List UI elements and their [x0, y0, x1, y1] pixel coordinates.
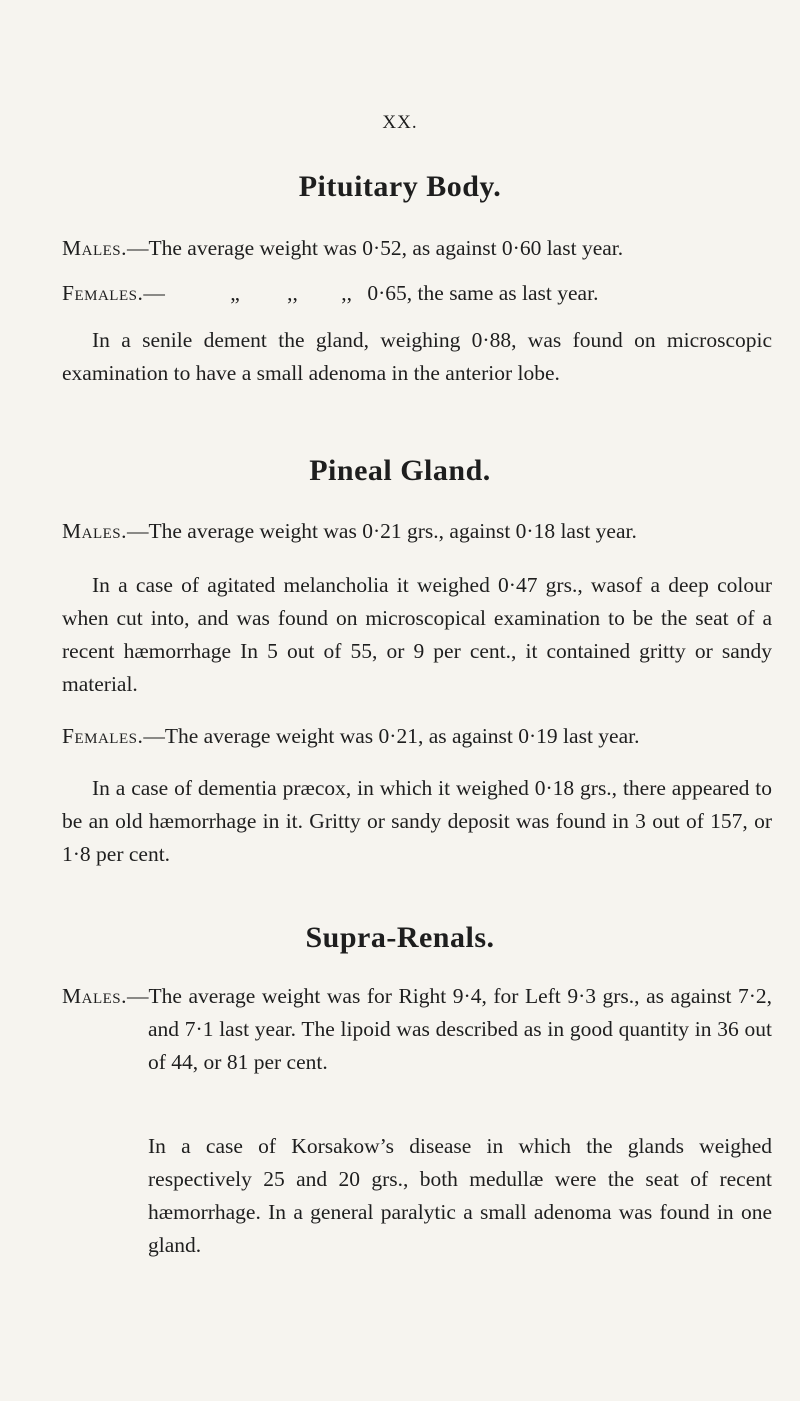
pineal-males-label: Males.	[62, 519, 127, 543]
pineal-males-text: —The average weight was 0·21 grs., against 0·18 last year.	[127, 519, 637, 543]
supra-renals-paragraph-1: In a case of Korsakow’s disease in which the glands weighed respectively 25 and 20 grs., both medullæ were the seat of recent hæmorrhage. In a general paralytic a small adenoma was found in one gland.	[148, 1134, 772, 1257]
pituitary-ditto-1: „	[230, 281, 240, 305]
pineal-females-text: —The average weight was 0·21, as against 0·19 last year.	[143, 724, 640, 748]
pineal-males-paragraph	[62, 515, 772, 548]
pineal-paragraph-1: In a case of agitated melancholia it weighed 0·47 grs., wasof a deep colour when cut into, and was found on microscopical examination to be the seat of a recent hæmorrhage In 5 out of 55, or 9 per cent., it contained gritty or sandy material.	[62, 573, 772, 696]
section-heading-supra-renals: Supra-Renals.	[305, 921, 495, 954]
pituitary-ditto-3: ,,	[341, 281, 353, 305]
supra-renals-males-label: Males.	[62, 984, 127, 1008]
pituitary-males-label: Males.	[62, 236, 127, 260]
page-number: XX.	[382, 112, 418, 133]
pituitary-females-paragraph	[62, 277, 752, 310]
pineal-paragraph-2: In a case of dementia præcox, in which it weighed 0·18 grs., there appeared to be an old hæmorrhage in it. Gritty or sandy deposit was found in 3 out of 157, or 1·8 per cent.	[62, 776, 772, 866]
supra-renals-males-paragraph	[62, 980, 772, 1079]
supra-renals-males-text: —The average weight was for Right 9·4, for Left 9·3 grs., as against 7·2, and 7·1 last year. The lipoid was described as in good quantity in 36 out of 44, or 81 per cent.	[127, 984, 772, 1074]
section-heading-pineal: Pineal Gland.	[309, 454, 491, 487]
pituitary-females-label: Females.	[62, 281, 144, 305]
pituitary-females-text: 0·65, the same as last year.	[367, 281, 599, 305]
pituitary-females-dash: —	[143, 281, 165, 305]
section-heading-pituitary: Pituitary Body.	[298, 170, 502, 203]
pineal-females-label: Females.	[62, 724, 144, 748]
pituitary-ditto-2: ,,	[287, 281, 298, 305]
pituitary-males-text: —The average weight was 0·52, as against 0·60 last year.	[127, 236, 624, 260]
pituitary-males-paragraph	[62, 232, 772, 265]
pineal-females-paragraph	[62, 720, 772, 753]
pituitary-paragraph-1: In a senile dement the gland, weighing 0·88, was found on microscopic examination to have a small adenoma in the anterior lobe.	[62, 328, 772, 385]
